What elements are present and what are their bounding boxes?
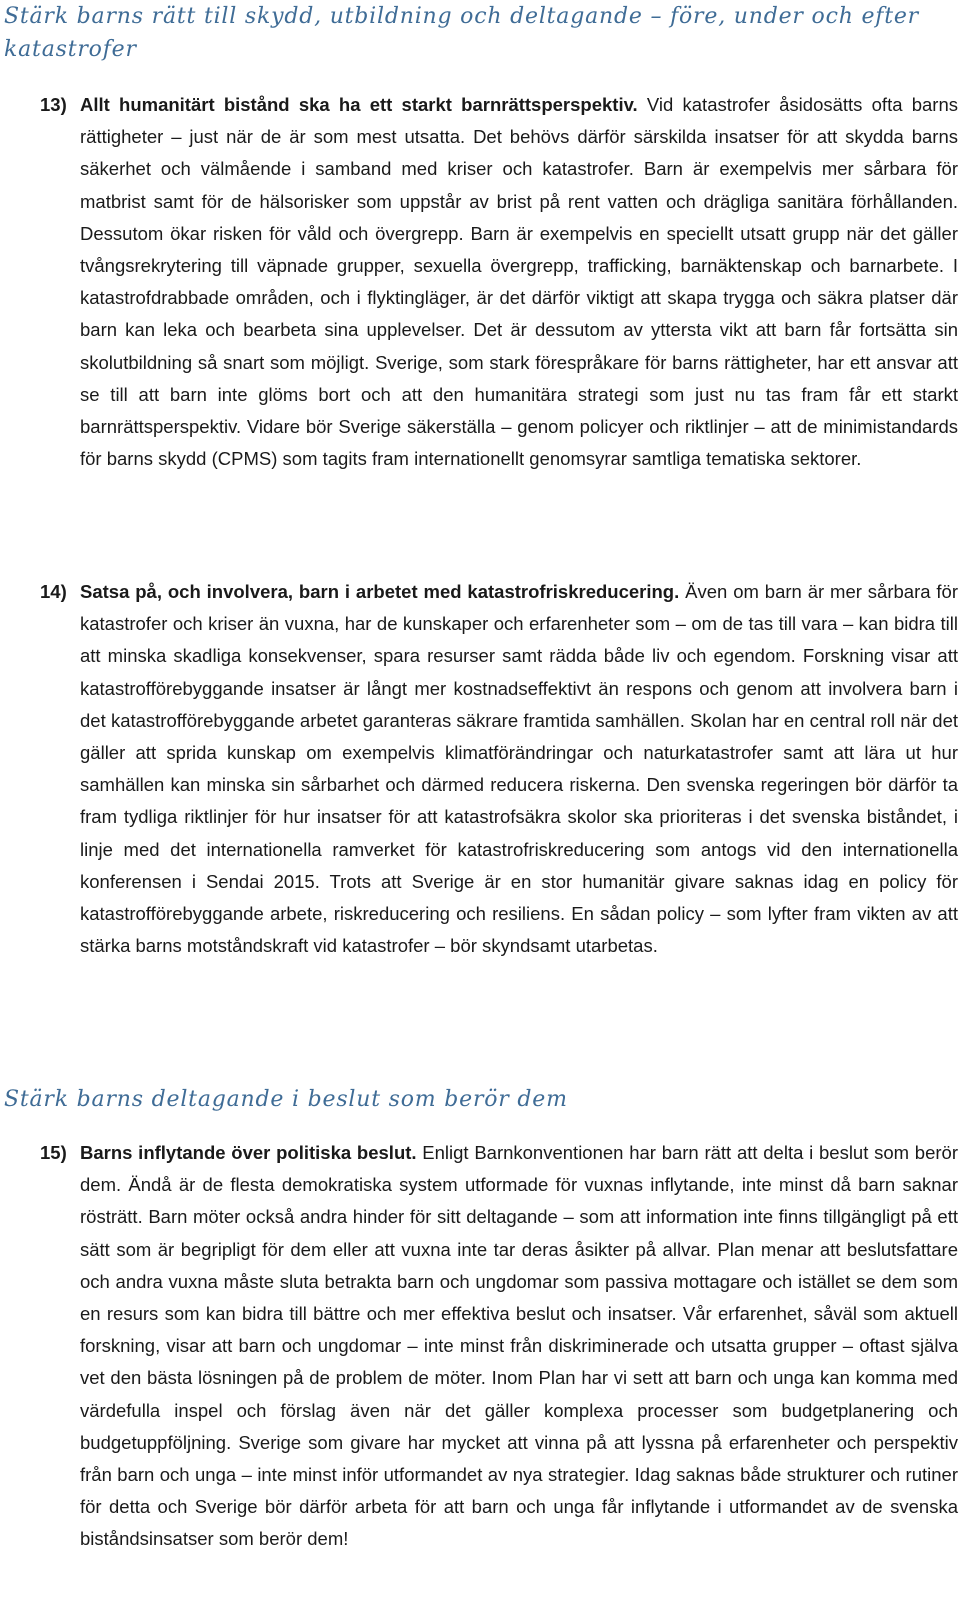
item-lead: Allt humanitärt bistånd ska ha ett starkt barnrättsperspektiv. xyxy=(80,94,638,115)
list-item-13 xyxy=(40,89,958,475)
item-number: 15) xyxy=(40,1142,67,1163)
list-item-14 xyxy=(40,576,958,962)
item-body: Enligt Barnkonventionen har barn rätt att delta i beslut som berör dem. Ändå är de flesta demokratiska system utformade för vuxnas inflytande, inte minst då barn saknar rösträtt. Barn möter också andra hinder för sitt deltagande – som att information inte finns tillgängligt på ett sätt som är begripligt för dem eller att vuxna inte tar deras åsikter på allvar. Plan menar att beslutsfattare och andra vuxna måste sluta betrakta barn och ungdomar som passiva mottagare och istället se dem som en resurs som kan bidra till bättre och mer effektiva beslut och insatser. Vår erfarenhet, såväl som aktuell forskning, visar att barn och ungdomar – inte minst från diskriminerade och utsatta grupper – oftast själva vet den bästa lösningen på de problem de möter. Inom Plan har vi sett att barn och unga kan komma med värdefulla inspel och förslag även när det gäller komplexa processer som budgetplanering och budgetuppföljning. Sverige som givare har mycket att vinna på att lyssna på erfarenheter och perspektiv från barn och unga – inte minst inför utformandet av nya strategier. Idag saknas både strukturer och rutiner för detta och Sverige bör därför arbeta för att barn och unga får inflytande i utformandet av de svenska biståndsinsatser som berör dem! xyxy=(80,1142,958,1550)
list-item-15 xyxy=(40,1137,958,1556)
item-body: Vid katastrofer åsidosätts ofta barns rättigheter – just när de är som mest utsatta. Det behövs därför särskilda insatser för att skydda barns säkerhet och välmående i samband med kriser och katastrofer. Barn är exempelvis mer sårbara för matbrist samt för de hälsorisker som uppstår av brist på rent vatten och drägliga sanitära förhållanden. Dessutom ökar risken för våld och övergrepp. Barn är exempelvis en speciellt utsatt grupp när det gäller tvångsrekrytering till väpnade grupper, sexuella övergrepp, trafficking, barnäktenskap och barnarbete. I katastrofdrabbade områden, och i flyktingläger, är det därför viktigt att skapa trygga och säkra platser där barn kan leka och bearbeta sina upplevelser. Det är dessutom av yttersta vikt att barn får fortsätta sin skolutbildning så snart som möjligt. Sverige, som stark förespråkare för barns rättigheter, har ett ansvar att se till att barn inte glöms bort och att den humanitära strategi som just nu tas fram får ett starkt barnrättsperspektiv. Vidare bör Sverige säkerställa – genom policyer och riktlinjer – att de minimistandards för barns skydd (CPMS) som tagits fram internationellt genomsyrar samtliga tematiska sektorer. xyxy=(80,94,958,470)
item-number: 13) xyxy=(40,94,67,115)
section-heading-participation: Stärk barns deltagande i beslut som berör dem xyxy=(4,1087,568,1112)
item-number: 14) xyxy=(40,581,67,602)
item-lead: Barns inflytande över politiska beslut. xyxy=(80,1142,417,1163)
item-lead: Satsa på, och involvera, barn i arbetet med katastrofriskreducering. xyxy=(80,581,680,602)
item-body: Även om barn är mer sårbara för katastrofer och kriser än vuxna, har de kunskaper och erfarenheter som – om de tas till vara – kan bidra till att minska skadliga konsekvenser, spara resurser samt rädda både liv och egendom. Forskning visar att katastrofförebyggande insatser är långt mer kostnadseffektivt än respons och genom att involvera barn i det katastrofförebyggande arbetet garanteras säkrare framtida samhällen. Skolan har en central roll när det gäller att sprida kunskap om exempelvis klimatförändringar och naturkatastrofer samt att lära ut hur samhällen kan minska sin sårbarhet och därmed reducera riskerna. Den svenska regeringen bör därför ta fram tydliga riktlinjer för hur insatser för att katastrofsäkra skolor ska prioriteras i det svenska biståndet, i linje med det internationella ramverket för katastrofriskreducering som antogs vid den internationella konferensen i Sendai 2015. Trots att Sverige är en stor humanitär givare saknas idag en policy för katastrofförebyggande arbete, riskreducering och resiliens. En sådan policy – som lyfter fram vikten av att stärka barns motståndskraft vid katastrofer – bör skyndsamt utarbetas. xyxy=(80,581,958,957)
section-heading-protection: Stärk barns rätt till skydd, utbildning och deltagande – före, under och efter katastrofer xyxy=(4,4,919,62)
